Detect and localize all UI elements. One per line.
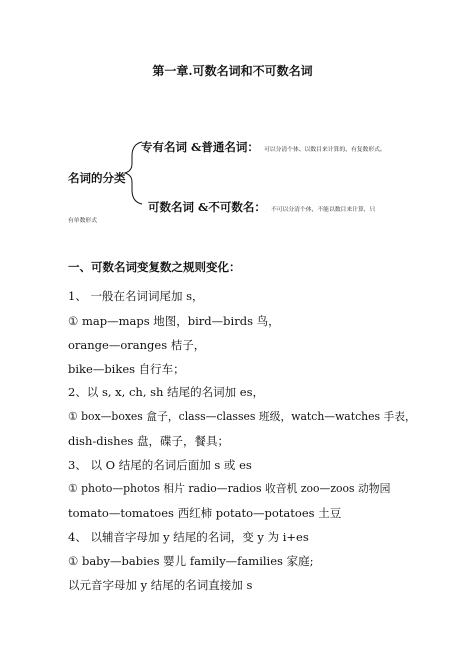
rule-1-text: 1、 一般在名词词尾加 s， — [68, 289, 204, 303]
branch-proper-common-label: 专有名词 &普通名词： — [141, 140, 259, 154]
rule-4-text: 4、 以辅音字母加 y 结尾的名词，变 y 为 i+es — [68, 530, 309, 544]
rule-4-examples-b: 以元音字母加 y 结尾的名词直接加 s — [68, 578, 253, 592]
rule-1-examples-b: orange—oranges 桔子， — [68, 338, 206, 352]
branch-countable-uncountable — [148, 196, 375, 215]
rule-4-examples-a: ① baby—babies 婴儿 family—families 家庭; — [68, 554, 314, 568]
rule-1-examples-c: bike—bikes 自行车； — [68, 362, 185, 376]
rule-3-examples-a: ① photo—photos 相片 radio—radios 收音机 zoo—zoos 动物园 — [68, 482, 391, 495]
branch-countable-uncountable-label: 可数名词 &不可数名： — [148, 200, 266, 214]
branch-countable-uncountable-note-cont: 有单数形式 — [68, 218, 97, 224]
section-heading: 一、可数名词变复数之规则变化： — [68, 260, 241, 274]
rule-2-examples-b: dish-dishes 盘，碟子，餐具； — [68, 434, 229, 448]
rule-3-text: 3、 以 O 结尾的名词后面加 s 或 es — [68, 458, 252, 472]
rule-3-examples-b: tomato—tomatoes 西红柿 potato—potatoes 土豆 — [68, 506, 342, 520]
branch-proper-common — [141, 136, 386, 155]
chapter-title: 第一章.可数名词和不可数名词 — [152, 64, 313, 78]
branch-countable-uncountable-note: 不可以分清个体，不能以数目来计算，只 — [270, 207, 376, 213]
rule-1-examples-a: ① map—maps 地图，bird—birds 鸟， — [68, 314, 280, 328]
rule-2-text: 2、以 s, x, ch, sh 结尾的名词加 es， — [68, 385, 264, 399]
rule-2-examples-a: ① box—boxes 盒子，class—classes 班级，watch—watches 手表， — [68, 410, 416, 423]
branch-proper-common-note: 可以分清个体、以数目来计算的、有复数形式。 — [263, 147, 386, 153]
noun-classification-label: 名词的分类 — [68, 171, 126, 185]
